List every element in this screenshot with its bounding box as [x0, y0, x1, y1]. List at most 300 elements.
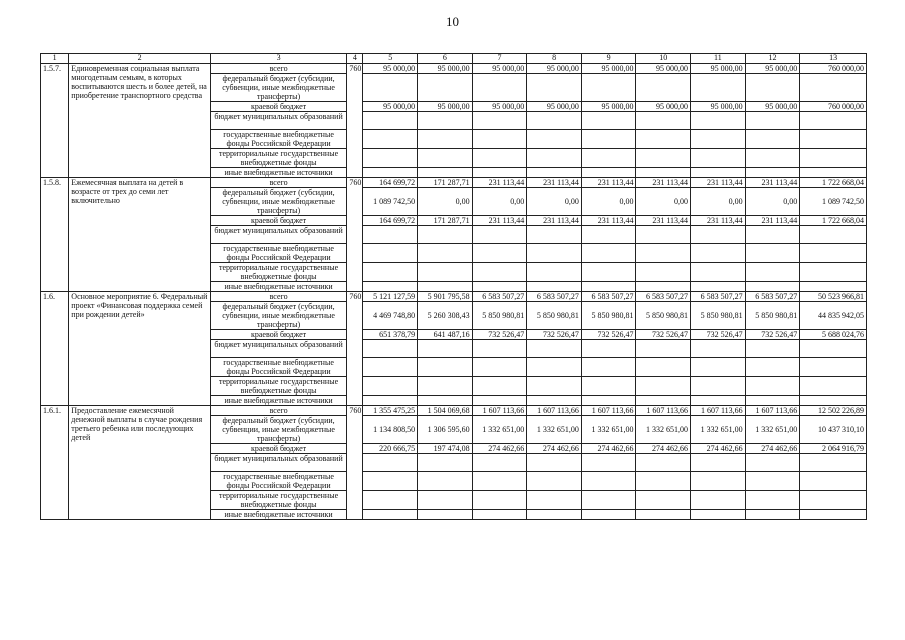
funding-source: бюджет муниципальных образований — [210, 226, 346, 244]
amount-cell: 760 000,00 — [800, 64, 867, 74]
amount-cell — [691, 396, 746, 406]
amount-cell — [800, 263, 867, 282]
amount-cell: 1 332 651,00 — [581, 416, 636, 444]
amount-cell — [745, 226, 800, 244]
amount-cell: 1 332 651,00 — [691, 416, 746, 444]
amount-cell — [581, 112, 636, 130]
amount-cell — [363, 168, 418, 178]
amount-cell — [472, 263, 527, 282]
amount-cell — [800, 130, 867, 149]
amount-cell — [527, 358, 582, 377]
amount-cell: 5 850 980,81 — [691, 302, 746, 330]
amount-cell — [691, 226, 746, 244]
amount-cell — [691, 168, 746, 178]
amount-cell — [418, 491, 473, 510]
amount-cell — [745, 510, 800, 520]
amount-cell: 274 462,66 — [636, 444, 691, 454]
amount-cell: 220 666,75 — [363, 444, 418, 454]
amount-cell: 651 378,79 — [363, 330, 418, 340]
amount-cell — [800, 112, 867, 130]
amount-cell: 1 134 808,50 — [363, 416, 418, 444]
amount-cell — [472, 510, 527, 520]
amount-cell — [472, 130, 527, 149]
amount-cell — [691, 510, 746, 520]
amount-cell: 1 607 113,66 — [691, 406, 746, 416]
amount-cell: 5 121 127,59 — [363, 292, 418, 302]
amount-cell: 274 462,66 — [745, 444, 800, 454]
funding-source: всего — [210, 406, 346, 416]
amount-cell — [363, 244, 418, 263]
amount-cell — [418, 149, 473, 168]
column-number: 13 — [800, 54, 867, 64]
amount-cell — [527, 168, 582, 178]
amount-cell — [472, 168, 527, 178]
amount-cell — [363, 130, 418, 149]
amount-cell — [581, 472, 636, 491]
amount-cell — [745, 282, 800, 292]
budget-table — [40, 53, 867, 520]
amount-cell — [745, 472, 800, 491]
funding-source: государственные внебюджетные фонды Российской Федерации — [210, 244, 346, 263]
amount-cell: 44 835 942,05 — [800, 302, 867, 330]
amount-cell — [527, 340, 582, 358]
amount-cell: 95 000,00 — [636, 102, 691, 112]
amount-cell: 1 607 113,66 — [581, 406, 636, 416]
amount-cell: 164 699,72 — [363, 216, 418, 226]
amount-cell — [472, 149, 527, 168]
amount-cell — [581, 377, 636, 396]
amount-cell — [527, 510, 582, 520]
funding-source: территориальные государственные внебюджетные фонды — [210, 377, 346, 396]
row-code: 1.5.8. — [41, 178, 69, 292]
row-title: Единовременная социальная выплата многодетным семьям, в которых воспитываются шесть и более детей, на приобретение транспортного средства — [69, 64, 211, 178]
amount-cell — [363, 282, 418, 292]
amount-cell: 231 113,44 — [636, 178, 691, 188]
amount-cell: 0,00 — [472, 188, 527, 216]
amount-cell: 1 722 668,04 — [800, 178, 867, 188]
amount-cell — [691, 282, 746, 292]
amount-cell — [745, 454, 800, 472]
amount-cell: 1 607 113,66 — [636, 406, 691, 416]
amount-cell — [691, 358, 746, 377]
amount-cell: 274 462,66 — [691, 444, 746, 454]
amount-cell — [636, 168, 691, 178]
table-header-row — [41, 54, 867, 64]
column-number: 6 — [418, 54, 473, 64]
amount-cell: 231 113,44 — [581, 216, 636, 226]
amount-cell: 0,00 — [418, 188, 473, 216]
amount-cell — [636, 74, 691, 102]
amount-cell — [745, 149, 800, 168]
amount-cell — [691, 377, 746, 396]
amount-cell — [363, 226, 418, 244]
amount-cell — [745, 168, 800, 178]
amount-cell — [800, 472, 867, 491]
amount-cell — [363, 74, 418, 102]
amount-cell: 95 000,00 — [527, 64, 582, 74]
amount-cell — [691, 263, 746, 282]
amount-cell — [418, 510, 473, 520]
amount-cell: 1 607 113,66 — [527, 406, 582, 416]
amount-cell — [636, 510, 691, 520]
amount-cell: 0,00 — [636, 188, 691, 216]
amount-cell — [527, 130, 582, 149]
amount-cell — [745, 263, 800, 282]
amount-cell — [581, 74, 636, 102]
amount-cell — [691, 149, 746, 168]
amount-cell — [527, 112, 582, 130]
amount-cell — [691, 454, 746, 472]
funding-source: бюджет муниципальных образований — [210, 112, 346, 130]
amount-cell — [363, 263, 418, 282]
amount-cell — [691, 130, 746, 149]
row-code: 1.6.1. — [41, 406, 69, 520]
amount-cell — [745, 74, 800, 102]
amount-cell — [527, 282, 582, 292]
amount-cell — [745, 112, 800, 130]
amount-cell — [636, 226, 691, 244]
amount-cell: 5 850 980,81 — [581, 302, 636, 330]
amount-cell — [581, 396, 636, 406]
funding-source: государственные внебюджетные фонды Российской Федерации — [210, 472, 346, 491]
amount-cell — [472, 377, 527, 396]
amount-cell: 0,00 — [581, 188, 636, 216]
amount-cell: 5 850 980,81 — [636, 302, 691, 330]
amount-cell — [418, 396, 473, 406]
funding-source: территориальные государственные внебюджетные фонды — [210, 263, 346, 282]
amount-cell — [745, 340, 800, 358]
amount-cell — [691, 340, 746, 358]
amount-cell — [418, 263, 473, 282]
table-row — [41, 292, 867, 302]
amount-cell: 95 000,00 — [581, 64, 636, 74]
amount-cell — [745, 396, 800, 406]
row-code: 1.5.7. — [41, 64, 69, 178]
amount-cell — [800, 510, 867, 520]
amount-cell — [745, 358, 800, 377]
amount-cell — [527, 396, 582, 406]
amount-cell: 760 000,00 — [800, 102, 867, 112]
amount-cell: 0,00 — [745, 188, 800, 216]
funding-source: краевой бюджет — [210, 102, 346, 112]
funding-source: иные внебюджетные источники — [210, 396, 346, 406]
amount-cell: 231 113,44 — [745, 178, 800, 188]
amount-cell: 95 000,00 — [472, 102, 527, 112]
row-code: 1.6. — [41, 292, 69, 406]
funding-source: бюджет муниципальных образований — [210, 454, 346, 472]
amount-cell: 95 000,00 — [691, 64, 746, 74]
amount-cell: 1 089 742,50 — [363, 188, 418, 216]
column-number: 2 — [69, 54, 211, 64]
amount-cell: 1 607 113,66 — [745, 406, 800, 416]
column-number: 3 — [210, 54, 346, 64]
funding-source: территориальные государственные внебюджетные фонды — [210, 149, 346, 168]
amount-cell: 732 526,47 — [527, 330, 582, 340]
amount-cell: 1 332 651,00 — [472, 416, 527, 444]
column-4-value: 760 — [347, 292, 363, 406]
funding-source: бюджет муниципальных образований — [210, 340, 346, 358]
amount-cell: 231 113,44 — [636, 216, 691, 226]
amount-cell: 1 332 651,00 — [636, 416, 691, 444]
amount-cell: 12 502 226,89 — [800, 406, 867, 416]
amount-cell: 4 469 748,80 — [363, 302, 418, 330]
amount-cell — [636, 149, 691, 168]
amount-cell — [636, 112, 691, 130]
amount-cell: 1 355 475,25 — [363, 406, 418, 416]
amount-cell — [636, 340, 691, 358]
amount-cell — [527, 263, 582, 282]
amount-cell — [472, 226, 527, 244]
amount-cell — [472, 112, 527, 130]
amount-cell — [418, 377, 473, 396]
amount-cell — [691, 491, 746, 510]
amount-cell — [581, 340, 636, 358]
column-number: 8 — [527, 54, 582, 64]
amount-cell — [800, 282, 867, 292]
amount-cell — [581, 491, 636, 510]
amount-cell — [581, 244, 636, 263]
amount-cell — [636, 244, 691, 263]
amount-cell: 10 437 310,10 — [800, 416, 867, 444]
amount-cell — [472, 74, 527, 102]
amount-cell — [636, 454, 691, 472]
amount-cell — [800, 168, 867, 178]
amount-cell: 732 526,47 — [691, 330, 746, 340]
amount-cell: 171 287,71 — [418, 178, 473, 188]
amount-cell: 95 000,00 — [691, 102, 746, 112]
amount-cell — [418, 226, 473, 244]
funding-source: федеральный бюджет (субсидии, субвенции, иные межбюджетные трансферты) — [210, 302, 346, 330]
amount-cell — [691, 74, 746, 102]
amount-cell: 231 113,44 — [581, 178, 636, 188]
column-4-value: 760 — [347, 178, 363, 292]
amount-cell — [800, 454, 867, 472]
amount-cell: 231 113,44 — [691, 178, 746, 188]
amount-cell — [636, 491, 691, 510]
amount-cell — [363, 377, 418, 396]
amount-cell — [472, 282, 527, 292]
funding-source: всего — [210, 178, 346, 188]
amount-cell — [745, 377, 800, 396]
amount-cell: 95 000,00 — [418, 102, 473, 112]
column-number: 9 — [581, 54, 636, 64]
amount-cell — [363, 358, 418, 377]
amount-cell — [581, 358, 636, 377]
column-4-value: 760 — [347, 406, 363, 520]
funding-source: иные внебюджетные источники — [210, 282, 346, 292]
amount-cell — [527, 244, 582, 263]
amount-cell — [800, 377, 867, 396]
amount-cell: 5 901 795,58 — [418, 292, 473, 302]
funding-source: краевой бюджет — [210, 216, 346, 226]
amount-cell — [527, 226, 582, 244]
amount-cell — [745, 130, 800, 149]
amount-cell: 1 504 069,68 — [418, 406, 473, 416]
column-number: 5 — [363, 54, 418, 64]
amount-cell: 164 699,72 — [363, 178, 418, 188]
amount-cell — [418, 358, 473, 377]
funding-source: краевой бюджет — [210, 330, 346, 340]
amount-cell — [745, 244, 800, 263]
amount-cell — [527, 74, 582, 102]
amount-cell: 1 306 595,60 — [418, 416, 473, 444]
amount-cell: 5 850 980,81 — [527, 302, 582, 330]
column-number: 12 — [745, 54, 800, 64]
amount-cell: 95 000,00 — [363, 102, 418, 112]
amount-cell — [472, 454, 527, 472]
amount-cell: 95 000,00 — [581, 102, 636, 112]
amount-cell: 5 688 024,76 — [800, 330, 867, 340]
funding-source: всего — [210, 64, 346, 74]
funding-source: федеральный бюджет (субсидии, субвенции, иные межбюджетные трансферты) — [210, 188, 346, 216]
amount-cell — [636, 282, 691, 292]
column-number: 1 — [41, 54, 69, 64]
amount-cell — [418, 244, 473, 263]
amount-cell — [418, 454, 473, 472]
amount-cell: 231 113,44 — [691, 216, 746, 226]
amount-cell — [581, 454, 636, 472]
amount-cell — [691, 112, 746, 130]
column-number: 4 — [347, 54, 363, 64]
amount-cell — [581, 282, 636, 292]
amount-cell: 95 000,00 — [745, 102, 800, 112]
funding-source: федеральный бюджет (субсидии, субвенции, иные межбюджетные трансферты) — [210, 74, 346, 102]
amount-cell — [527, 377, 582, 396]
amount-cell: 95 000,00 — [363, 64, 418, 74]
amount-cell: 5 850 980,81 — [472, 302, 527, 330]
amount-cell — [800, 340, 867, 358]
amount-cell — [527, 149, 582, 168]
amount-cell: 274 462,66 — [581, 444, 636, 454]
amount-cell — [745, 491, 800, 510]
amount-cell — [418, 74, 473, 102]
amount-cell — [581, 149, 636, 168]
row-title: Основное мероприятие 6. Федеральный проект «Финансовая поддержка семей при рождении детей» — [69, 292, 211, 406]
amount-cell: 6 583 507,27 — [527, 292, 582, 302]
amount-cell — [363, 454, 418, 472]
amount-cell: 732 526,47 — [745, 330, 800, 340]
amount-cell — [527, 454, 582, 472]
amount-cell — [418, 282, 473, 292]
funding-source: краевой бюджет — [210, 444, 346, 454]
amount-cell — [363, 396, 418, 406]
amount-cell — [472, 396, 527, 406]
funding-source: иные внебюджетные источники — [210, 510, 346, 520]
funding-source: государственные внебюджетные фонды Российской Федерации — [210, 358, 346, 377]
amount-cell: 95 000,00 — [745, 64, 800, 74]
amount-cell — [363, 510, 418, 520]
amount-cell — [527, 472, 582, 491]
amount-cell: 6 583 507,27 — [745, 292, 800, 302]
amount-cell: 1 332 651,00 — [745, 416, 800, 444]
amount-cell: 732 526,47 — [581, 330, 636, 340]
amount-cell: 6 583 507,27 — [691, 292, 746, 302]
amount-cell: 95 000,00 — [472, 64, 527, 74]
amount-cell — [581, 226, 636, 244]
amount-cell — [800, 358, 867, 377]
amount-cell — [363, 149, 418, 168]
row-title: Предоставление ежемесячной денежной выплаты в случае рождения третьего ребенка или последующих детей — [69, 406, 211, 520]
amount-cell: 197 474,08 — [418, 444, 473, 454]
page-number: 10 — [446, 14, 459, 29]
amount-cell: 1 089 742,50 — [800, 188, 867, 216]
amount-cell — [472, 491, 527, 510]
amount-cell: 2 064 916,79 — [800, 444, 867, 454]
amount-cell: 95 000,00 — [527, 102, 582, 112]
amount-cell: 641 487,16 — [418, 330, 473, 340]
amount-cell — [363, 491, 418, 510]
amount-cell — [636, 358, 691, 377]
amount-cell: 231 113,44 — [527, 178, 582, 188]
amount-cell: 6 583 507,27 — [636, 292, 691, 302]
amount-cell: 231 113,44 — [472, 216, 527, 226]
amount-cell: 1 607 113,66 — [472, 406, 527, 416]
row-title: Ежемесячная выплата на детей в возрасте от трех до семи лет включительно — [69, 178, 211, 292]
amount-cell: 95 000,00 — [418, 64, 473, 74]
funding-source: государственные внебюджетные фонды Российской Федерации — [210, 130, 346, 149]
table-row — [41, 406, 867, 416]
amount-cell — [363, 112, 418, 130]
amount-cell — [581, 263, 636, 282]
amount-cell — [800, 149, 867, 168]
amount-cell — [418, 472, 473, 491]
amount-cell: 50 523 966,81 — [800, 292, 867, 302]
amount-cell: 732 526,47 — [636, 330, 691, 340]
amount-cell: 5 850 980,81 — [745, 302, 800, 330]
amount-cell — [636, 263, 691, 282]
amount-cell — [472, 340, 527, 358]
column-number: 10 — [636, 54, 691, 64]
amount-cell — [363, 340, 418, 358]
amount-cell — [363, 472, 418, 491]
amount-cell — [418, 168, 473, 178]
amount-cell — [800, 226, 867, 244]
amount-cell: 5 260 308,43 — [418, 302, 473, 330]
amount-cell — [418, 112, 473, 130]
amount-cell — [418, 340, 473, 358]
amount-cell: 231 113,44 — [472, 178, 527, 188]
amount-cell — [800, 491, 867, 510]
amount-cell: 171 287,71 — [418, 216, 473, 226]
amount-cell — [636, 396, 691, 406]
amount-cell: 6 583 507,27 — [472, 292, 527, 302]
funding-source: территориальные государственные внебюджетные фонды — [210, 491, 346, 510]
column-number: 11 — [691, 54, 746, 64]
amount-cell — [527, 491, 582, 510]
amount-cell — [636, 377, 691, 396]
amount-cell: 0,00 — [527, 188, 582, 216]
table-row — [41, 178, 867, 188]
amount-cell: 231 113,44 — [745, 216, 800, 226]
funding-source: всего — [210, 292, 346, 302]
amount-cell — [472, 472, 527, 491]
amount-cell: 732 526,47 — [472, 330, 527, 340]
amount-cell — [691, 244, 746, 263]
amount-cell — [691, 472, 746, 491]
amount-cell: 1 722 668,04 — [800, 216, 867, 226]
amount-cell — [472, 244, 527, 263]
column-number: 7 — [472, 54, 527, 64]
column-4-value: 760 — [347, 64, 363, 178]
amount-cell — [800, 396, 867, 406]
funding-source: федеральный бюджет (субсидии, субвенции, иные межбюджетные трансферты) — [210, 416, 346, 444]
amount-cell — [636, 130, 691, 149]
amount-cell — [800, 74, 867, 102]
amount-cell: 95 000,00 — [636, 64, 691, 74]
amount-cell — [472, 358, 527, 377]
table-row — [41, 64, 867, 74]
amount-cell: 274 462,66 — [527, 444, 582, 454]
